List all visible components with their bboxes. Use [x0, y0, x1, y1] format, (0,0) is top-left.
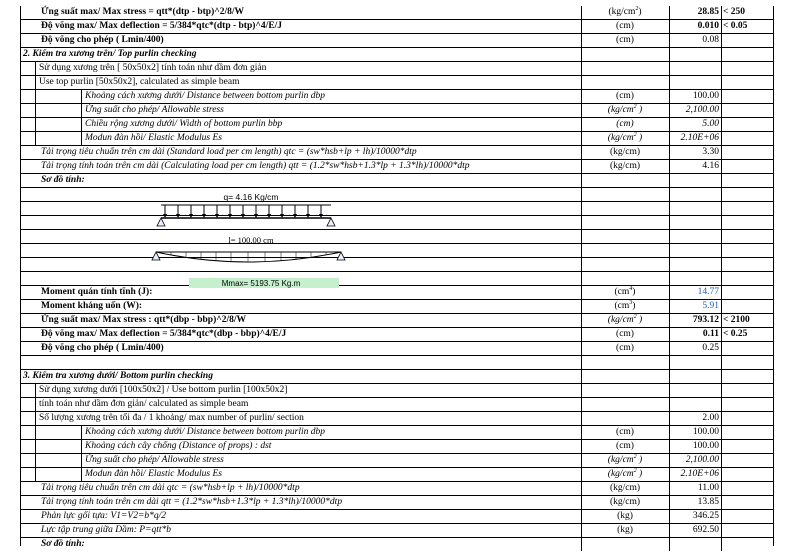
grid-row — [21, 258, 773, 272]
row-unit: ($kg/cm^2$ ) — [607, 131, 643, 143]
row-limit: < 0.25 — [723, 329, 748, 339]
row-unit: $(kg/cm^2)$ — [608, 5, 642, 17]
row-unit: (kg/cm) — [609, 147, 641, 157]
row-unit: (kg/cm) — [609, 161, 641, 171]
row-top-purlin-use-en — [21, 76, 773, 90]
section-title: 2. Kiểm tra xương trên/ Top purlin checking — [23, 49, 197, 59]
row-unit: ($kg/cm^2$ ) — [607, 313, 643, 325]
row-allowable-stress-1 — [21, 104, 773, 118]
support-left-bottom — [152, 252, 160, 260]
grid-row — [21, 202, 773, 216]
row-allowable-deflection-1 — [21, 34, 773, 48]
row-unit: (kg/cm) — [609, 497, 641, 507]
row-label: Tải trọng tính toán trên cm dài qtt = (1.2*sw*hsb+1.3*lp + 1.3*lh)/10000*dtp — [41, 497, 343, 507]
row-unit: (cm) — [616, 427, 634, 437]
row-label: Ứng suất cho phép/ Allowable stress — [85, 455, 224, 465]
row-label: Tải trọng tiêu chuẩn trên cm dài qtc = (sw*hsb+lp + lh)/10000*dtp — [41, 483, 300, 493]
row-value: 13.85 — [697, 497, 719, 507]
row-unit: (cm) — [616, 91, 634, 101]
row-value: 0.25 — [702, 343, 719, 353]
section-title: 3. Kiểm tra xương dưới/ Bottom purlin checking — [23, 371, 213, 381]
row-label: Moment kháng uốn (W): — [41, 301, 143, 311]
section-top-purlin — [21, 48, 773, 62]
row-value: 0.08 — [702, 35, 719, 45]
row-allowable-deflection-2 — [21, 342, 773, 356]
row-label: Khoảng cách cây chống (Distance of props) : dst — [85, 441, 272, 451]
row-concentrated-force — [21, 524, 773, 538]
row-unit: (cm) — [616, 35, 634, 45]
row-label: Số lượng xương trên tối đa / 1 khoảng/ max number of purlin/ section — [39, 413, 304, 423]
calculation-sheet — [20, 5, 774, 549]
row-standard-load-1 — [21, 146, 773, 160]
row-diagram-heading-2 — [21, 538, 773, 551]
support-right-top — [327, 218, 335, 226]
grid-row — [21, 188, 773, 202]
row-max-stress-2 — [21, 314, 773, 328]
row-limit: < 0.05 — [723, 21, 748, 31]
row-unit: $(cm^4)$ — [614, 285, 636, 297]
row-moment-inertia — [21, 286, 773, 300]
row-label: Độ võng cho phép ( Lmin/400) — [41, 343, 164, 353]
row-value: 2,100.00 — [685, 105, 719, 115]
row-label: Phản lực gối tựa: V1=V2=b*q/2 — [41, 511, 167, 521]
row-label: Tải trọng tiêu chuẩn trên cm dài (Standard load per cm length) qtc = (sw*hsb+lp + lh)/10000*dtp — [41, 147, 417, 157]
row-label: Sử dụng xương trên [ 50x50x2] tính toán như dầm đơn giản — [39, 63, 267, 73]
row-label: Sơ đồ tính: — [41, 175, 85, 185]
grid-row — [21, 230, 773, 244]
section-bottom-purlin — [21, 370, 773, 384]
moment-curve — [156, 252, 341, 262]
row-label: Lực tập trung giữa Dầm: P=qtt*b — [41, 525, 171, 535]
row-props-distance — [21, 440, 773, 454]
row-unit: (cm) — [616, 119, 634, 129]
row-value: 5.91 — [702, 301, 719, 311]
mmax-label: Mmax= 5193.75 Kg.m — [221, 279, 301, 288]
row-label: Moment quán tính tĩnh (J): — [41, 287, 153, 297]
row-value: 0.010 — [697, 21, 719, 31]
row-value: 793.12 — [692, 315, 719, 325]
row-unit: (cm) — [616, 329, 634, 339]
row-bottom-purlin-distance-2 — [21, 426, 773, 440]
row-value: 346.25 — [692, 511, 719, 521]
row-simple-beam-note — [21, 398, 773, 412]
row-label: Sử dụng xương dưới [100x50x2] / Use bottom purlin [100x50x2] — [39, 385, 288, 395]
row-value: 692.50 — [692, 525, 719, 535]
row-value: 2,100.00 — [685, 455, 719, 465]
row-unit: $(cm^3)$ — [614, 299, 636, 311]
row-value: 3.30 — [702, 147, 719, 157]
row-value: 5.00 — [702, 119, 719, 129]
row-label: Độ võng max/ Max deflection = 5/384*qtc*(dbp - bbp)^4/E/J — [41, 329, 287, 339]
row-label: Ứng suất max/ Max stress : qtt*(dbp - bbp)^2/8/W — [41, 315, 247, 325]
row-unit: (cm) — [616, 21, 634, 31]
row-label: Modun đàn hồi/ Elastic Modulus Es — [85, 133, 222, 143]
row-max-deflection-1 — [21, 20, 773, 34]
row-elastic-modulus-2 — [21, 468, 773, 482]
load-arrows — [163, 205, 323, 218]
row-label: Độ võng max/ Max deflection = 5/384*qtc*(dtp - btp)^4/E/J — [41, 21, 283, 31]
row-label: Khoảng cách xương dưới/ Distance between bottom purlin dbp — [85, 91, 326, 101]
row-value: 100.00 — [692, 427, 719, 437]
row-standard-load-2 — [21, 482, 773, 496]
row-label: Modun đàn hồi/ Elastic Modulus Es — [85, 469, 222, 479]
row-value: 14.77 — [697, 287, 719, 297]
support-left-top — [157, 218, 165, 226]
row-value: 100.00 — [692, 441, 719, 451]
row-top-purlin-use-vi — [21, 62, 773, 76]
row-label: Ứng suất cho phép/ Allowable stress — [85, 105, 224, 115]
row-limit: < 2100 — [723, 315, 750, 325]
row-unit: ($kg/cm^2$ ) — [607, 453, 643, 465]
beam-diagram — [151, 192, 351, 288]
grid-row — [21, 244, 773, 258]
row-unit: (kg) — [617, 525, 633, 535]
row-max-purlin-count — [21, 412, 773, 426]
row-value: 4.16 — [702, 161, 719, 171]
row-value: 11.00 — [697, 483, 719, 493]
grid-row — [21, 272, 773, 286]
row-calculating-load-2 — [21, 496, 773, 510]
row-support-reaction — [21, 510, 773, 524]
row-elastic-modulus-1 — [21, 132, 773, 146]
row-unit: ($kg/cm^2$ ) — [607, 467, 643, 479]
row-value: 2.00 — [702, 413, 719, 423]
row-bottom-purlin-width — [21, 118, 773, 132]
row-unit: (kg) — [617, 511, 633, 521]
row-value: 2.10E+06 — [680, 469, 719, 479]
row-section-modulus — [21, 300, 773, 314]
row-value: 28.85 — [697, 7, 719, 17]
row-unit: ($kg/cm^2$ ) — [607, 103, 643, 115]
row-unit: (cm) — [616, 441, 634, 451]
row-label: Độ võng cho phép ( Lmin/400) — [41, 35, 164, 45]
row-diagram-heading-1 — [21, 174, 773, 188]
row-label: Ứng suất max/ Max stress = qtt*(dtp - btp)^2/8/W — [41, 7, 245, 17]
row-unit: (cm) — [616, 343, 634, 353]
support-right-bottom — [337, 252, 345, 260]
row-value: 2.10E+06 — [680, 133, 719, 143]
row-label: tính toán như dầm đơn giản/ calculated as simple beam — [39, 399, 249, 409]
row-limit: < 250 — [723, 7, 746, 17]
length-label: l= 100.00 cm — [228, 235, 274, 245]
load-label: q= 4.16 Kg/cm — [223, 192, 279, 202]
row-label: Tải trọng tính toán trên cm dài (Calculating load per cm length) qtt = (1.2*sw*hsb+1.3*lp + 1.3*lh)/10000*dtp — [41, 161, 470, 171]
row-label: Chiều rộng xương dưới/ Width of bottom purlin bbp — [85, 119, 283, 129]
row-label: Use top purlin [50x50x2], calculated as simple beam — [39, 77, 240, 87]
row-label: Sơ đồ tính: — [41, 539, 85, 549]
row-unit: (kg/cm) — [609, 483, 641, 493]
row-bottom-purlin-distance — [21, 90, 773, 104]
row-bottom-purlin-use — [21, 384, 773, 398]
grid-row — [21, 356, 773, 370]
row-value: 0.11 — [702, 329, 719, 339]
row-calculating-load-1 — [21, 160, 773, 174]
row-max-stress-1 — [21, 6, 773, 20]
row-value: 100.00 — [692, 91, 719, 101]
row-label: Khoảng cách xương dưới/ Distance between bottom purlin dbp — [85, 427, 326, 437]
row-max-deflection-2 — [21, 328, 773, 342]
row-allowable-stress-2 — [21, 454, 773, 468]
grid-row — [21, 216, 773, 230]
